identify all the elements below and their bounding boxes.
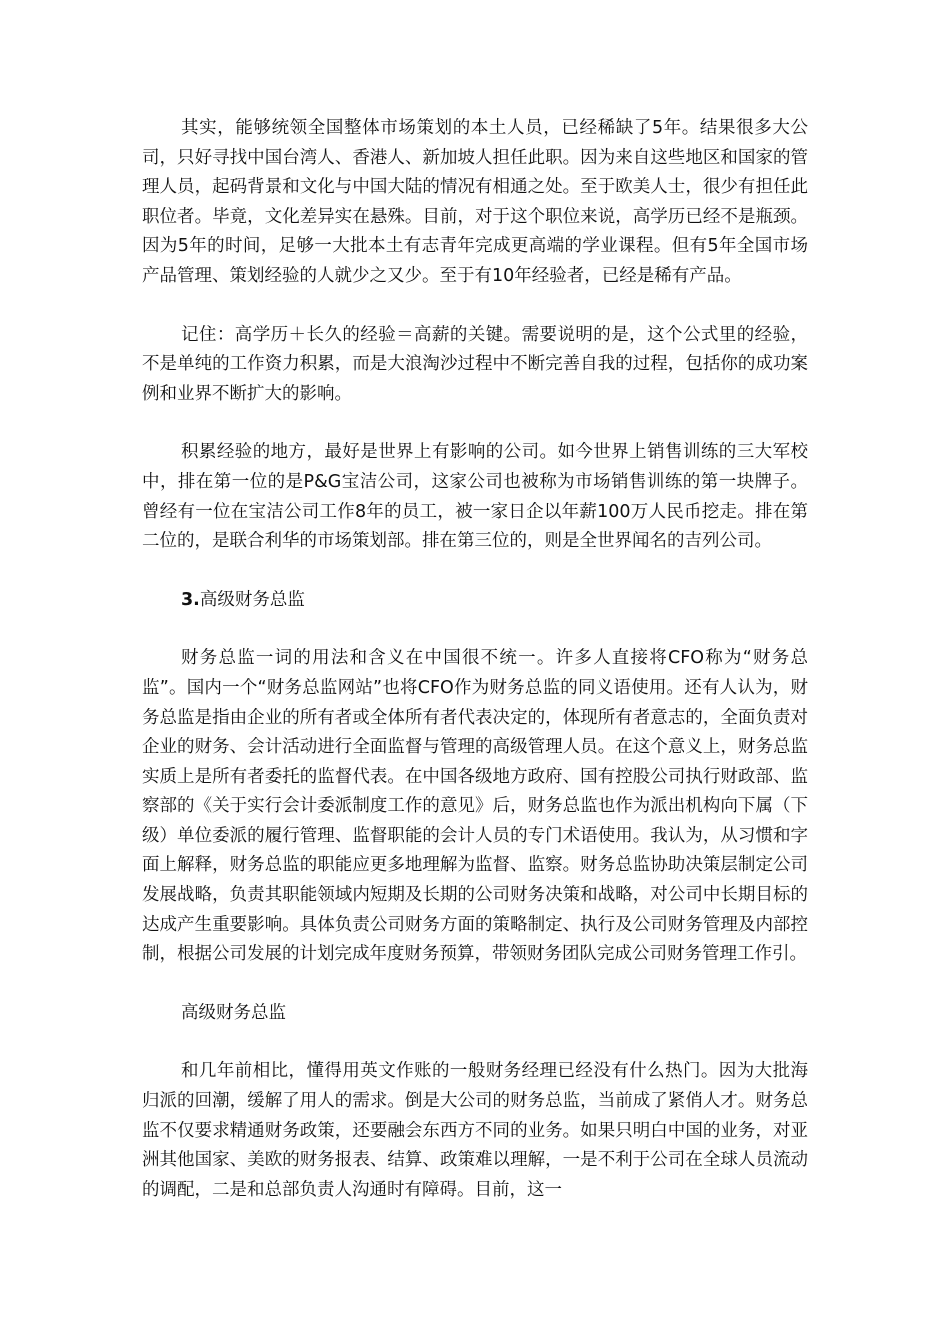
document-body (142, 114, 808, 1234)
paragraph-high-salary-formula: 记住：高学历＋长久的经验＝高薪的关键。需要说明的是，这个公式里的经验，不是单纯的工作资力积累，而是大浪淘沙过程中不断完善自我的过程，包括你的成功案例和业界不断扩大的影响。 (142, 324, 808, 404)
paragraph-cfo-demand: 和几年前相比，懂得用英文作账的一般财务经理已经没有什么热门。因为大批海归派的回潮，缓解了用人的需求。倒是大公司的财务总监，当前成了紧俏人才。财务总监不仅要求精通财务政策，还要融会东西方不同的业务。如果只明白中国的业务，对亚洲其他国家、美欧的财务报表、结算、政策难以理解，一是不利于公司在全球人员流动的调配，二是和总部负责人沟通时有障碍。目前，这一 (142, 1061, 808, 1200)
paragraph-local-talent-shortage: 其实，能够统领全国整体市场策划的本土人员，已经稀缺了5年。结果很多大公司，只好寻找中国台湾人、香港人、新加坡人担任此职。因为来自这些地区和国家的管理人员，起码背景和文化与中国大陆的情况有相通之处。至于欧美人士，很少有担任此职位者。毕竟，文化差异实在悬殊。目前，对于这个职位来说，高学历已经不是瓶颈。因为5年的时间，足够一大批本土有志青年完成更高端的学业课程。但有5年全国市场产品管理、策划经验的人就少之又少。至于有10年经验者，已经是稀有产品。 (142, 118, 808, 286)
paragraph-cfo-definition: 财务总监一词的用法和含义在中国很不统一。许多人直接将CFO称为“财务总监”。国内一个“财务总监网站”也将CFO作为财务总监的同义语使用。还有人认为，财务总监是指由企业的所有者或全体所有者代表决定的，体现所有者意志的，全面负责对企业的财务、会计活动进行全面监督与管理的高级管理人员。在这个意义上，财务总监实质上是所有者委托的监督代表。在中国各级地方政府、国有控股公司执行财政部、监察部的《关于实行会计委派制度工作的意见》后，财务总监也作为派出机构向下属（下级）单位委派的履行管理、监督职能的会计人员的专门术语使用。我认为，从习惯和字面上解释，财务总监的职能应更多地理解为监督、监察。财务总监协助决策层制定公司发展战略，负责其职能领域内短期及长期的公司财务决策和战略，对公司中长期目标的达成产生重要影响。具体负责公司财务方面的策略制定、执行及公司财务管理及内部控制，根据公司发展的计划完成年度财务预算，带领财务团队完成公司财务管理工作引。 (142, 648, 808, 965)
section-number: 3. (181, 589, 200, 610)
paragraph-training-companies: 积累经验的地方，最好是世界上有影响的公司。如今世界上销售训练的三大军校中，排在第一位的是P&G宝洁公司，这家公司也被称为市场销售训练的第一块牌子。曾经有一位在宝洁公司工作8年的员工，被一家日企以年薪100万人民币挖走。排在第二位的，是联合利华的市场策划部。排在第三位的，则是全世界闻名的吉列公司。 (142, 442, 808, 552)
section-heading-cfo (142, 586, 808, 616)
section-title: 高级财务总监 (199, 589, 305, 610)
subheading-cfo: 高级财务总监 (181, 1002, 286, 1023)
